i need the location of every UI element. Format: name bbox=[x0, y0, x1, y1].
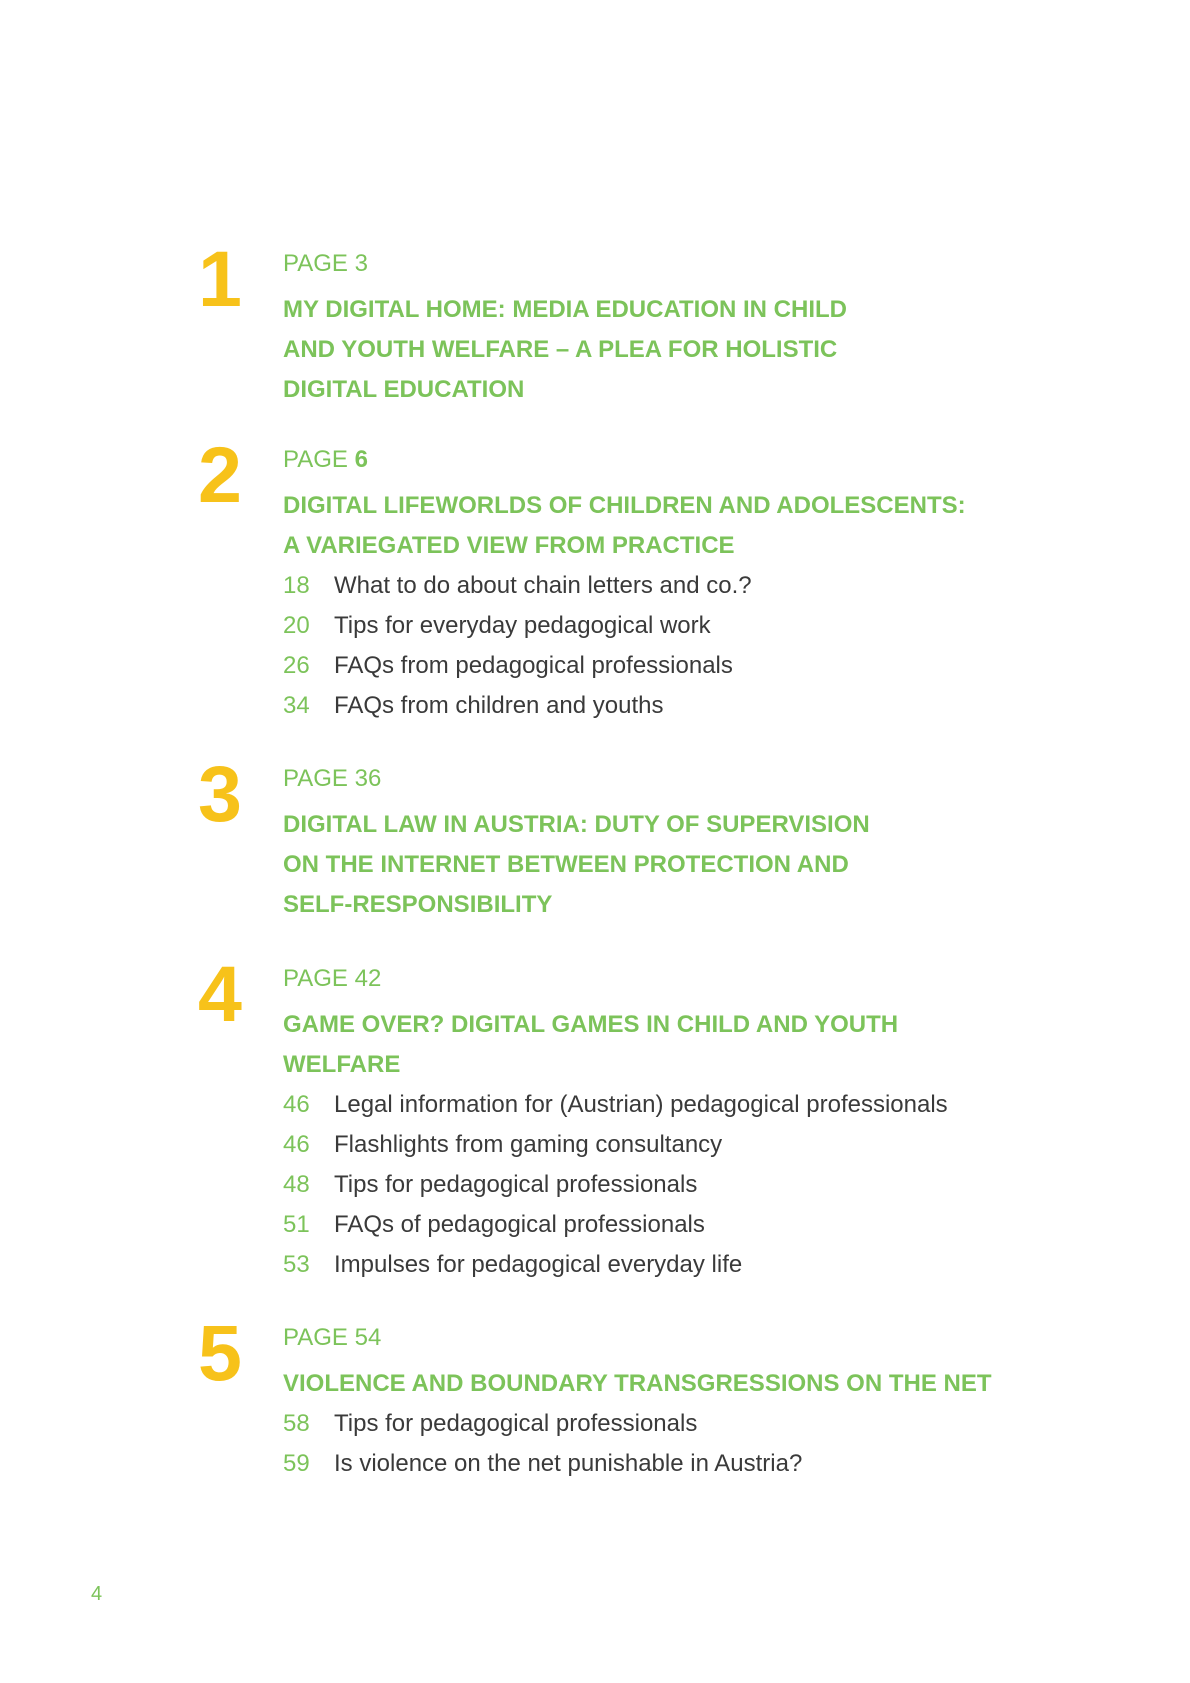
page-number: 42 bbox=[354, 965, 382, 992]
chapter-title-line: DIGITAL LAW IN AUSTRIA: DUTY OF SUPERVISION bbox=[283, 811, 870, 838]
chapter-body bbox=[283, 765, 1083, 925]
subsection-list bbox=[283, 566, 1083, 726]
subsection-page: 48 bbox=[283, 1171, 310, 1198]
subsection-page: 58 bbox=[283, 1410, 310, 1437]
subsection-page: 51 bbox=[283, 1211, 310, 1238]
page-label: PAGE bbox=[283, 765, 348, 792]
subsection-item[interactable] bbox=[283, 1205, 1083, 1245]
subsection-title: FAQs from pedagogical professionals bbox=[334, 652, 733, 679]
subsection-item[interactable] bbox=[283, 1404, 1083, 1444]
subsection-item[interactable] bbox=[283, 1125, 1083, 1165]
chapter-title[interactable] bbox=[283, 1005, 1083, 1085]
subsection-title: Tips for everyday pedagogical work bbox=[334, 612, 711, 639]
subsection-page: 18 bbox=[283, 572, 310, 599]
subsection-title: FAQs of pedagogical professionals bbox=[334, 1211, 705, 1238]
subsection-title: Impulses for pedagogical everyday life bbox=[334, 1251, 743, 1278]
chapter-page-reference[interactable] bbox=[283, 250, 1083, 290]
chapter-title[interactable] bbox=[283, 805, 1083, 925]
chapter-body bbox=[283, 1324, 1083, 1484]
subsection-page: 53 bbox=[283, 1251, 310, 1278]
chapter-title[interactable] bbox=[283, 290, 1083, 410]
page-number: 3 bbox=[354, 250, 368, 277]
subsection-page: 20 bbox=[283, 612, 310, 639]
subsection-title: Is violence on the net punishable in Austria? bbox=[334, 1450, 803, 1477]
chapter-title[interactable] bbox=[283, 486, 1083, 566]
subsection-item[interactable] bbox=[283, 686, 1083, 726]
chapter-body bbox=[283, 446, 1083, 726]
chapter-page-reference[interactable] bbox=[283, 1324, 1083, 1364]
subsection-item[interactable] bbox=[283, 1085, 1083, 1125]
chapter-page-reference[interactable] bbox=[283, 965, 1083, 1005]
chapter-number: 2 bbox=[198, 430, 242, 519]
subsection-list bbox=[283, 1404, 1083, 1484]
chapter-title-line: AND YOUTH WELFARE – A PLEA FOR HOLISTIC bbox=[283, 336, 838, 363]
chapter-title-line: DIGITAL LIFEWORLDS OF CHILDREN AND ADOLESCENTS: bbox=[283, 492, 966, 519]
chapter-body bbox=[283, 250, 1083, 410]
subsection-title: Tips for pedagogical professionals bbox=[334, 1171, 698, 1198]
chapter-title-line: A VARIEGATED VIEW FROM PRACTICE bbox=[283, 532, 735, 559]
subsection-item[interactable] bbox=[283, 1165, 1083, 1205]
subsection-item[interactable] bbox=[283, 1245, 1083, 1285]
chapter-title-line: ON THE INTERNET BETWEEN PROTECTION AND bbox=[283, 851, 849, 878]
subsection-page: 34 bbox=[283, 692, 310, 719]
page-number: 54 bbox=[354, 1324, 382, 1351]
page-label: PAGE bbox=[283, 446, 348, 473]
chapter-title-line: VIOLENCE AND BOUNDARY TRANSGRESSIONS ON THE NET bbox=[283, 1370, 992, 1397]
chapter-number: 3 bbox=[198, 749, 242, 838]
subsection-title: Tips for pedagogical professionals bbox=[334, 1410, 698, 1437]
chapter-page-reference[interactable] bbox=[283, 765, 1083, 805]
chapter-page-reference[interactable] bbox=[283, 446, 1083, 486]
chapter-number: 5 bbox=[198, 1308, 242, 1397]
subsection-page: 59 bbox=[283, 1450, 310, 1477]
chapter-number: 1 bbox=[198, 234, 242, 323]
page-label: PAGE bbox=[283, 1324, 348, 1351]
subsection-title: FAQs from children and youths bbox=[334, 692, 664, 719]
page-label: PAGE bbox=[283, 965, 348, 992]
subsection-page: 46 bbox=[283, 1131, 310, 1158]
subsection-item[interactable] bbox=[283, 646, 1083, 686]
subsection-list bbox=[283, 1085, 1083, 1285]
subsection-title: Flashlights from gaming consultancy bbox=[334, 1131, 723, 1158]
subsection-page: 46 bbox=[283, 1091, 310, 1118]
chapter-body bbox=[283, 965, 1083, 1285]
subsection-item[interactable] bbox=[283, 606, 1083, 646]
chapter-title-line: SELF-RESPONSIBILITY bbox=[283, 891, 553, 918]
chapter-title-line: DIGITAL EDUCATION bbox=[283, 376, 525, 403]
page-number: 36 bbox=[354, 765, 382, 792]
chapter-number: 4 bbox=[198, 949, 242, 1038]
subsection-page: 26 bbox=[283, 652, 310, 679]
subsection-title: Legal information for (Austrian) pedagogical professionals bbox=[334, 1091, 948, 1118]
chapter-title-line: GAME OVER? DIGITAL GAMES IN CHILD AND YOUTH bbox=[283, 1011, 899, 1038]
chapter-title[interactable] bbox=[283, 1364, 1083, 1404]
subsection-item[interactable] bbox=[283, 566, 1083, 606]
chapter-title-line: MY DIGITAL HOME: MEDIA EDUCATION IN CHILD bbox=[283, 296, 847, 323]
chapter-title-line: WELFARE bbox=[283, 1051, 401, 1078]
subsection-title: What to do about chain letters and co.? bbox=[334, 572, 752, 599]
subsection-item[interactable] bbox=[283, 1444, 1083, 1484]
page-label: PAGE bbox=[283, 250, 348, 277]
footer-page-number: 4 bbox=[91, 1583, 103, 1605]
page-number: 6 bbox=[354, 446, 368, 473]
